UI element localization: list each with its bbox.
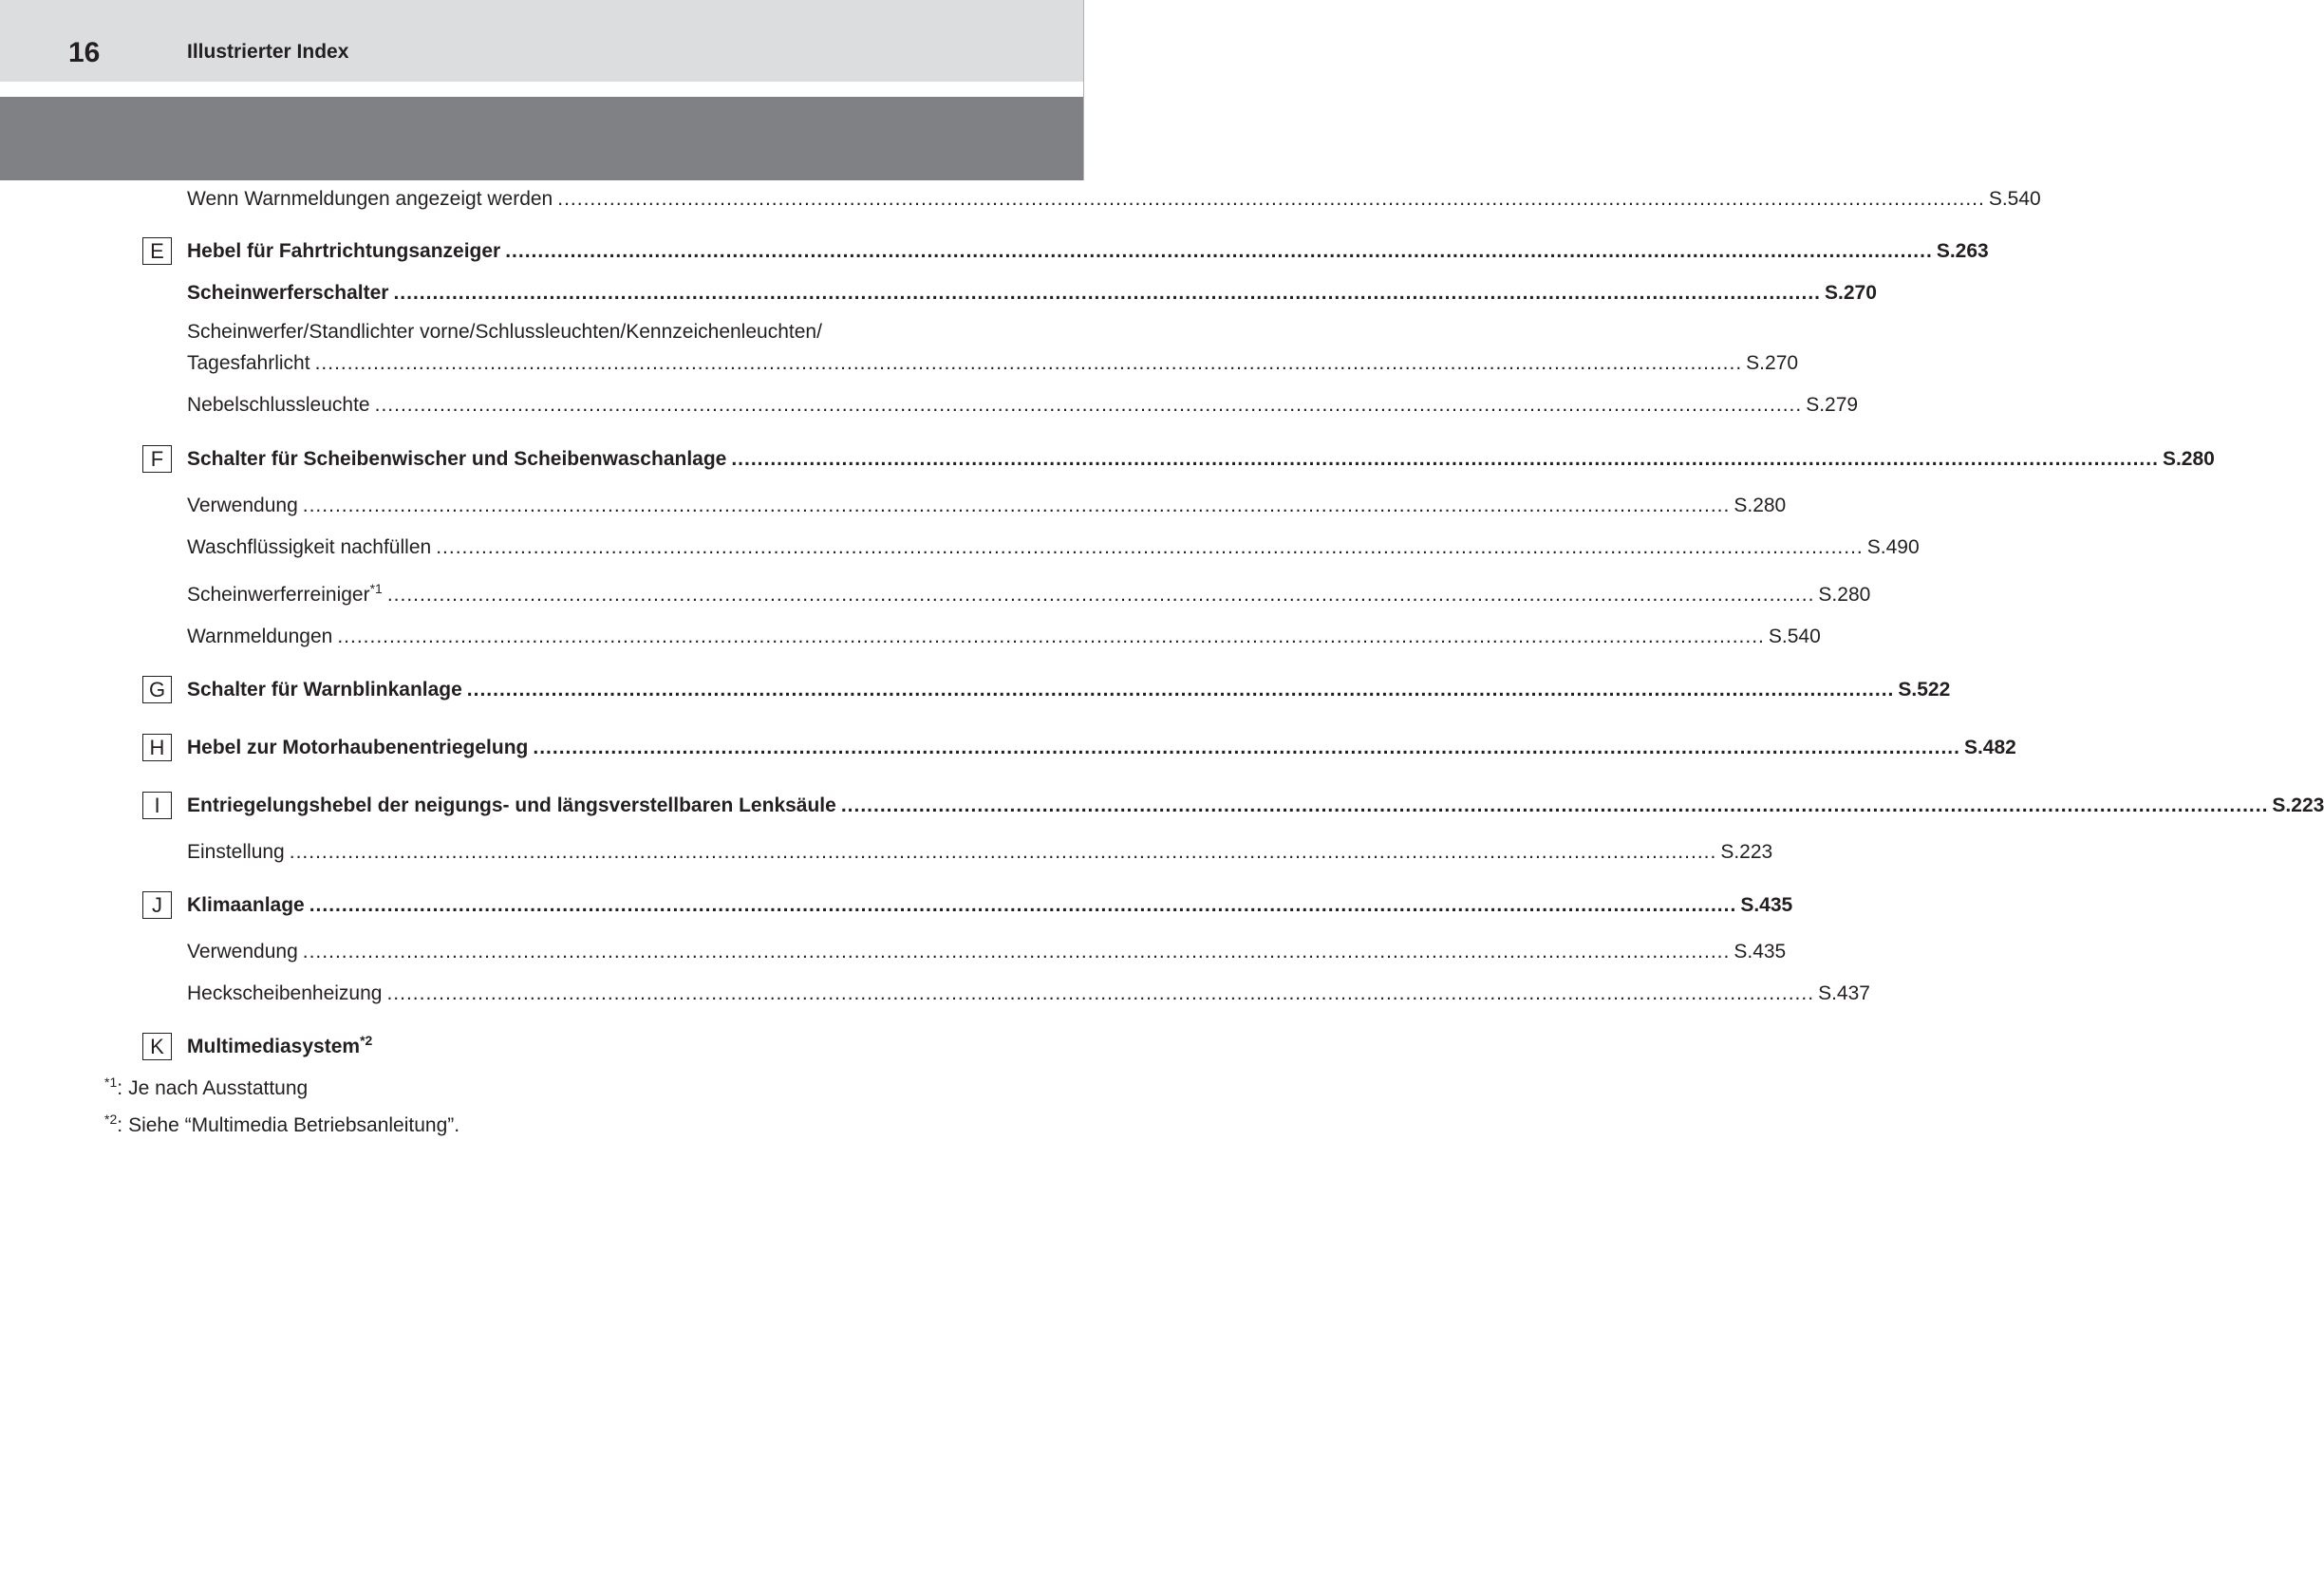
index-entry-headlight-switch: Scheinwerferschalter ............................................................................................................................................................................................................................ S.270 [187,279,935,308]
page-edge-line [1083,0,1084,180]
page-reference: S.270 [1746,352,1799,374]
page-reference: S.435 [1734,941,1787,963]
leader-dots: ............................................................................................................................................................................................................................ [436,536,1864,558]
index-entry-hood-release: Hebel zur Motorhaubenentriegelung ............................................................................................................................................................................................................................ S.482 [187,734,935,762]
header-gray-bar [0,97,1084,180]
index-entry-washer-fluid: Waschflüssigkeit nachfüllen ............................................................................................................................................................................................................................ S.490 [187,533,935,562]
header-band [0,0,1084,82]
index-entry-headlight-cleaner: Scheinwerferreiniger$^{*1}$ ............................................................................................................................................................................................................................ S.280 [187,581,935,609]
index-entry-steering-column-lever: Entriegelungshebel der neigungs- und längsverstellbaren Lenksäule ............................................................................................................................................................................................................................ S.223 [187,792,935,820]
leader-dots: ............................................................................................................................................................................................................................ [302,941,1731,963]
page-reference: S.280 [1818,584,1871,606]
page-reference: S.223 [1720,841,1773,863]
index-entry-daytime-running-light: Tagesfahrlicht ............................................................................................................................................................................................................................ S.270 [187,349,935,378]
page-reference: S.522 [1898,679,1951,701]
footnote-mark: *1 [104,1075,118,1090]
callout-letter-e: E [142,237,172,265]
leader-dots: ............................................................................................................................................................................................................................ [314,352,1743,374]
index-entry-wiper-switch: Schalter für Scheibenwischer und Scheibenwaschanlage ............................................................................................................................................................................................................................ S.280 [187,445,935,474]
leader-dots: ............................................................................................................................................................................................................................ [386,982,1815,1004]
callout-letter-f: F [142,445,172,473]
leader-dots: ............................................................................................................................................................................................................................ [840,794,2269,816]
callout-letter-g: G [142,676,172,703]
page-reference: S.482 [1963,737,2016,758]
page-reference: S.270 [1825,282,1877,304]
footnote-2: $^{*2}$: Siehe “Multimedia Betriebsanleitung”. [104,1112,460,1136]
leader-dots: ............................................................................................................................................................................................................................ [505,240,1933,262]
page-reference: S.279 [1806,394,1859,416]
leader-dots: ............................................................................................................................................................................................................................ [302,495,1731,516]
callout-letter-h: H [142,734,172,761]
page-reference: S.280 [2162,448,2215,470]
footnote-1: $^{*1}$: Je nach Ausstattung [104,1075,309,1099]
page-reference: S.263 [1936,240,1989,262]
leader-dots: ............................................................................................................................................................................................................................ [289,841,1717,863]
index-entry-warning-messages: Warnmeldungen ............................................................................................................................................................................................................................ S.540 [187,623,935,651]
page-reference: S.540 [1768,626,1821,647]
leader-dots: ............................................................................................................................................................................................................................ [386,584,1815,606]
leader-dots: ............................................................................................................................................................................................................................ [533,737,1960,758]
leader-dots: ............................................................................................................................................................................................................................ [466,679,1895,701]
leader-dots: ............................................................................................................................................................................................................................ [393,282,1822,304]
leader-dots: ............................................................................................................................................................................................................................ [374,394,1803,416]
index-entry-steering-adjustment: Einstellung ............................................................................................................................................................................................................................ S.223 [187,838,935,867]
page-reference: S.223 [2272,794,2324,816]
index-entry-multimedia-system: Multimediasystem$^{*2}$ [187,1033,373,1057]
index-entry-rear-window-defogger: Heckscheibenheizung ............................................................................................................................................................................................................................ S.437 [187,980,935,1008]
page-reference: S.490 [1866,536,1920,558]
index-entry-ac-usage: Verwendung ............................................................................................................................................................................................................................ S.435 [187,938,935,966]
index-entry-headlights-line1: Scheinwerfer/Standlichter vorne/Schlussleuchten/Kennzeichenleuchten/ [187,321,822,343]
index-entry-rear-fog-light: Nebelschlussleuchte ............................................................................................................................................................................................................................ S.279 [187,391,935,420]
page-reference: S.280 [1734,495,1787,516]
callout-letter-i: I [142,792,172,819]
page-number: 16 [68,37,101,68]
leader-dots: ............................................................................................................................................................................................................................ [337,626,1765,647]
index-entry-turn-signal-lever: Hebel für Fahrtrichtungsanzeiger ............................................................................................................................................................................................................................ S.263 [187,237,935,266]
leader-dots: ............................................................................................................................................................................................................................ [557,188,1985,210]
index-entry-wiper-usage: Verwendung ............................................................................................................................................................................................................................ S.280 [187,492,935,520]
index-entry-warnings-displayed: Wenn Warnmeldungen angezeigt werden ............................................................................................................................................................................................................................ S.540 [187,185,935,214]
footnote-marker: *2 [360,1033,373,1048]
footnote-marker: *1 [369,581,383,596]
callout-letter-k: K [142,1033,172,1060]
index-entry-air-conditioning: Klimaanlage ............................................................................................................................................................................................................................ S.435 [187,891,935,920]
leader-dots: ............................................................................................................................................................................................................................ [731,448,2159,470]
index-entry-hazard-switch: Schalter für Warnblinkanlage ............................................................................................................................................................................................................................ S.522 [187,676,935,704]
leader-dots: ............................................................................................................................................................................................................................ [309,894,1737,916]
page-reference: S.540 [1988,188,2041,210]
footnote-mark: *2 [104,1112,118,1127]
page-reference: S.437 [1818,982,1870,1004]
callout-letter-j: J [142,891,172,919]
section-title: Illustrierter Index [187,41,349,63]
page-reference: S.435 [1740,894,1793,916]
